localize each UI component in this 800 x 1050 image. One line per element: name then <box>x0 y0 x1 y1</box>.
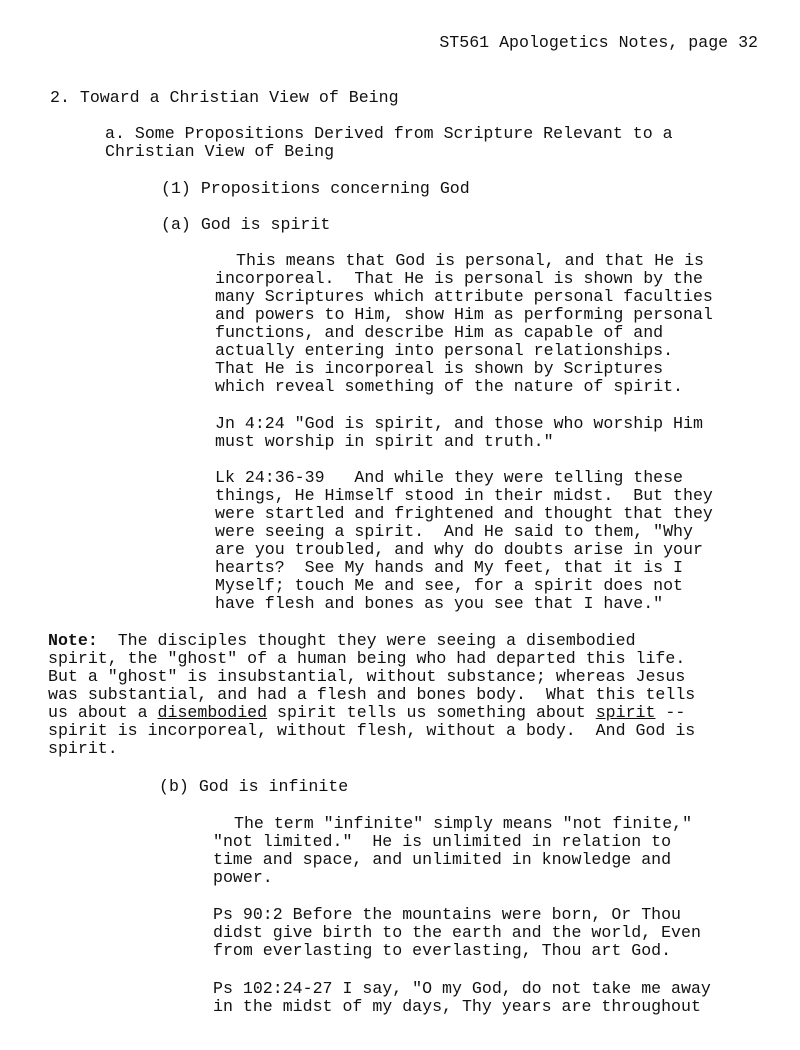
luke-verse-line: were seeing a spirit. And He said to them, "Why <box>215 522 693 541</box>
infinite-heading: (b) God is infinite <box>159 777 349 796</box>
underlined-term: disembodied <box>157 703 268 722</box>
luke-verse-line: have flesh and bones as you see that I have." <box>215 594 664 613</box>
propositions-heading: (1) Propositions concerning God <box>161 179 470 198</box>
note-line: But a "ghost" is insubstantial, without substance; whereas Jesus <box>48 667 686 686</box>
note-text: spirit tells us something about <box>267 703 596 722</box>
spirit-para-line: which reveal something of the nature of spirit. <box>215 377 684 396</box>
luke-verse-line: Myself; touch Me and see, for a spirit does not <box>215 576 684 595</box>
psalm-102-line: Ps 102:24-27 I say, "O my God, do not take me away <box>213 979 711 998</box>
spirit-heading: (a) God is spirit <box>161 215 331 234</box>
note-text: The disciples thought they were seeing a disembodied <box>97 631 636 650</box>
note-line <box>48 704 685 722</box>
spirit-para-line: functions, and describe Him as capable of and <box>215 323 664 342</box>
psalm-90-line: didst give birth to the earth and the world, Even <box>213 923 701 942</box>
infinite-para-line: "not limited." He is unlimited in relation to <box>213 832 672 851</box>
subheading-line-1: a. Some Propositions Derived from Scripture Relevant to a <box>105 124 673 143</box>
note-text: us about a <box>48 703 158 722</box>
note-line <box>48 632 636 650</box>
infinite-para-line: power. <box>213 868 273 887</box>
psalm-102-line: in the midst of my days, Thy years are throughout <box>213 997 701 1016</box>
spirit-para-line: many Scriptures which attribute personal faculties <box>215 287 713 306</box>
spirit-para-line: incorporeal. That He is personal is shown by the <box>215 269 703 288</box>
note-line: was substantial, and had a flesh and bones body. What this tells <box>48 685 696 704</box>
underlined-term: spirit <box>595 703 656 722</box>
section-heading: 2. Toward a Christian View of Being <box>50 88 399 107</box>
infinite-para-line: The term "infinite" simply means "not finite," <box>234 814 693 833</box>
luke-verse-line: are you troubled, and why do doubts arise in your <box>215 540 703 559</box>
note-label: Note: <box>48 631 98 650</box>
spirit-para-line: That He is incorporeal is shown by Scriptures <box>215 359 664 378</box>
page-header: ST561 Apologetics Notes, page 32 <box>439 33 758 52</box>
note-line: spirit, the "ghost" of a human being who had departed this life. <box>48 649 686 668</box>
psalm-90-line: Ps 90:2 Before the mountains were born, Or Thou <box>213 905 682 924</box>
luke-verse-line: hearts? See My hands and My feet, that it is I <box>215 558 684 577</box>
psalm-90-line: from everlasting to everlasting, Thou art God. <box>213 941 672 960</box>
note-line: spirit. <box>48 739 118 758</box>
subheading-line-2: Christian View of Being <box>105 142 335 161</box>
spirit-para-line: and powers to Him, show Him as performing personal <box>215 305 713 324</box>
spirit-para-line: This means that God is personal, and that He is <box>236 251 705 270</box>
luke-verse-line: Lk 24:36-39 And while they were telling these <box>215 468 684 487</box>
note-line: spirit is incorporeal, without flesh, without a body. And God is <box>48 721 696 740</box>
john-verse-line: Jn 4:24 "God is spirit, and those who worship Him <box>215 414 703 433</box>
luke-verse-line: were startled and frightened and thought that they <box>215 504 713 523</box>
infinite-para-line: time and space, and unlimited in knowledge and <box>213 850 672 869</box>
luke-verse-line: things, He Himself stood in their midst. But they <box>215 486 713 505</box>
note-text: -- <box>655 703 686 722</box>
john-verse-line: must worship in spirit and truth." <box>215 432 554 451</box>
spirit-para-line: actually entering into personal relationships. <box>215 341 674 360</box>
